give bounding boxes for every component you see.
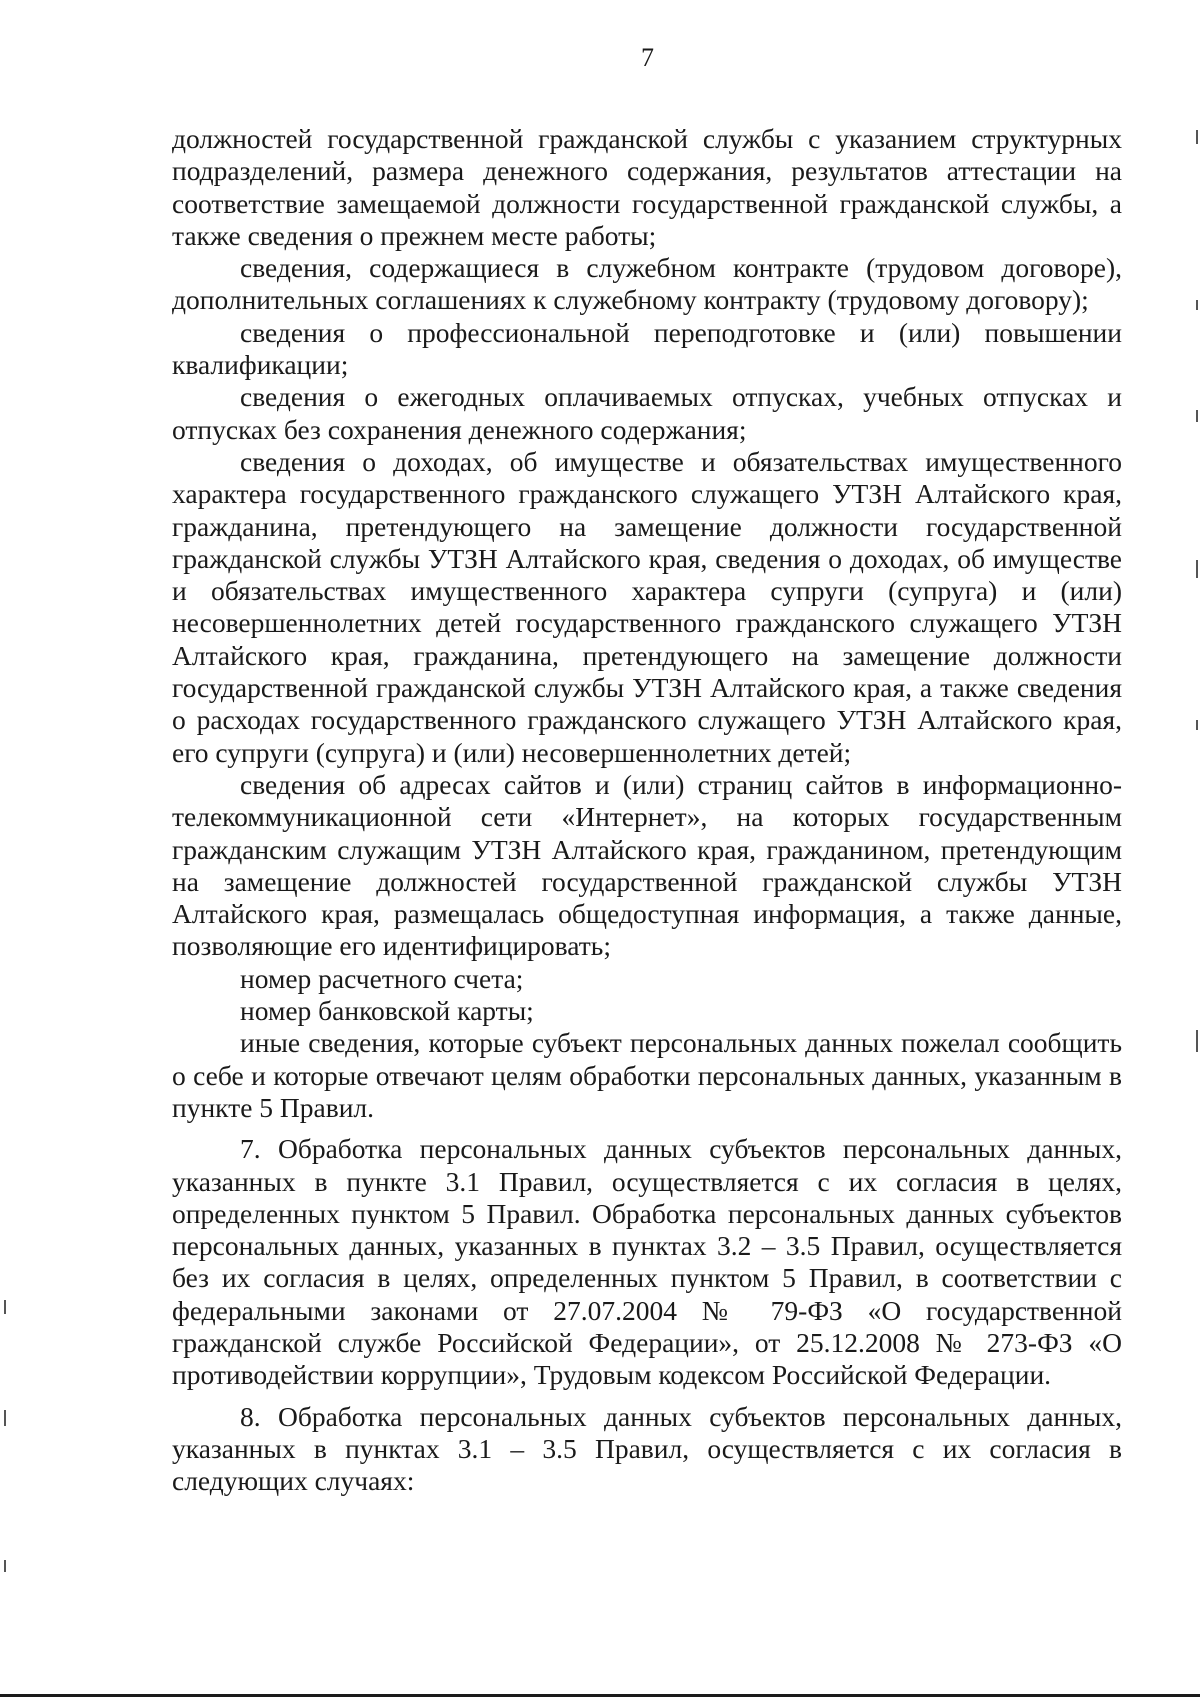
scan-mark xyxy=(1196,130,1198,144)
paragraph: 8. Обработка персональных данных субъектов персональных данных, указанных в пунктах 3.1 – 3.5 Правил, осуществляется с их согласия в следующих случаях: xyxy=(172,1400,1122,1497)
scan-mark xyxy=(1196,1030,1198,1052)
paragraph: сведения, содержащиеся в служебном контракте (трудовом договоре), дополнительных соглашениях к служебному контракту (трудовому договору); xyxy=(172,252,1122,316)
scan-mark xyxy=(1196,720,1198,730)
scan-mark xyxy=(4,1560,6,1572)
paragraph: сведения о доходах, об имуществе и обязательствах имущественного характера государственного гражданского служащего УТЗН Алтайского края, гражданина, претендующего на замещение должности государственной гражданской службы УТЗН Алтайского края, сведения о доходах, об имуществе и обязательствах имущественного характера супруги (супруга) и (или) несовершеннолетних детей государственного гражданского служащего УТЗН Алтайского края, гражданина, претендующего на замещение должности государственной гражданской службы УТЗН Алтайского края, а также сведения о расходах государственного гражданского служащего УТЗН Алтайского края, его супруги (супруга) и (или) несовершеннолетних детей; xyxy=(172,445,1122,768)
scan-mark xyxy=(1196,560,1198,578)
scan-mark xyxy=(1196,300,1198,310)
paragraph: должностей государственной гражданской службы с указанием структурных подразделений, размера денежного содержания, результатов аттестации на соответствие замещаемой должности государственной гражданской службы, а также сведения о прежнем месте работы; xyxy=(172,123,1122,251)
scan-mark xyxy=(1196,410,1198,422)
scan-mark xyxy=(4,1410,6,1426)
paragraph: сведения об адресах сайтов и (или) страниц сайтов в информационно-телекоммуникационной сети «Интернет», на которых государственным гражданским служащим УТЗН Алтайского края, гражданином, претендующим на замещение должностей государственной гражданской службы УТЗН Алтайского края, размещалась общедоступная информация, а также данные, позволяющие его идентифицировать; xyxy=(172,768,1122,962)
page-number: 7 xyxy=(641,43,654,72)
paragraph: номер банковской карты; xyxy=(240,995,534,1027)
paragraph: сведения о ежегодных оплачиваемых отпусках, учебных отпусках и отпусках без сохранения денежного содержания; xyxy=(172,381,1122,445)
scan-mark xyxy=(4,1300,6,1314)
bottom-edge-line xyxy=(0,1694,1200,1697)
paragraph: иные сведения, которые субъект персональных данных пожелал сообщить о себе и которые отвечают целям обработки персональных данных, указанным в пункте 5 Правил. xyxy=(172,1027,1122,1123)
paragraph: номер расчетного счета; xyxy=(240,962,524,994)
document-body xyxy=(172,123,1122,1497)
paragraph: 7. Обработка персональных данных субъектов персональных данных, указанных в пункте 3.1 Правил, осуществляется с их согласия в целях, определенных пунктом 5 Правил. Обработка персональных данных субъектов персональных данных, указанных в пунктах 3.2 – 3.5 Правил, осуществляется без их согласия в целях, определенных пунктом 5 Правил, в соответствии с федеральными законами от 27.07.2004 № 79-ФЗ «О государственной гражданской службе Российской Федерации», от 25.12.2008 № 273-ФЗ «О противодействии коррупции», Трудовым кодексом Российской Федерации. xyxy=(172,1133,1122,1391)
paragraph: сведения о профессиональной переподготовке и (или) повышении квалификации; xyxy=(172,316,1122,381)
